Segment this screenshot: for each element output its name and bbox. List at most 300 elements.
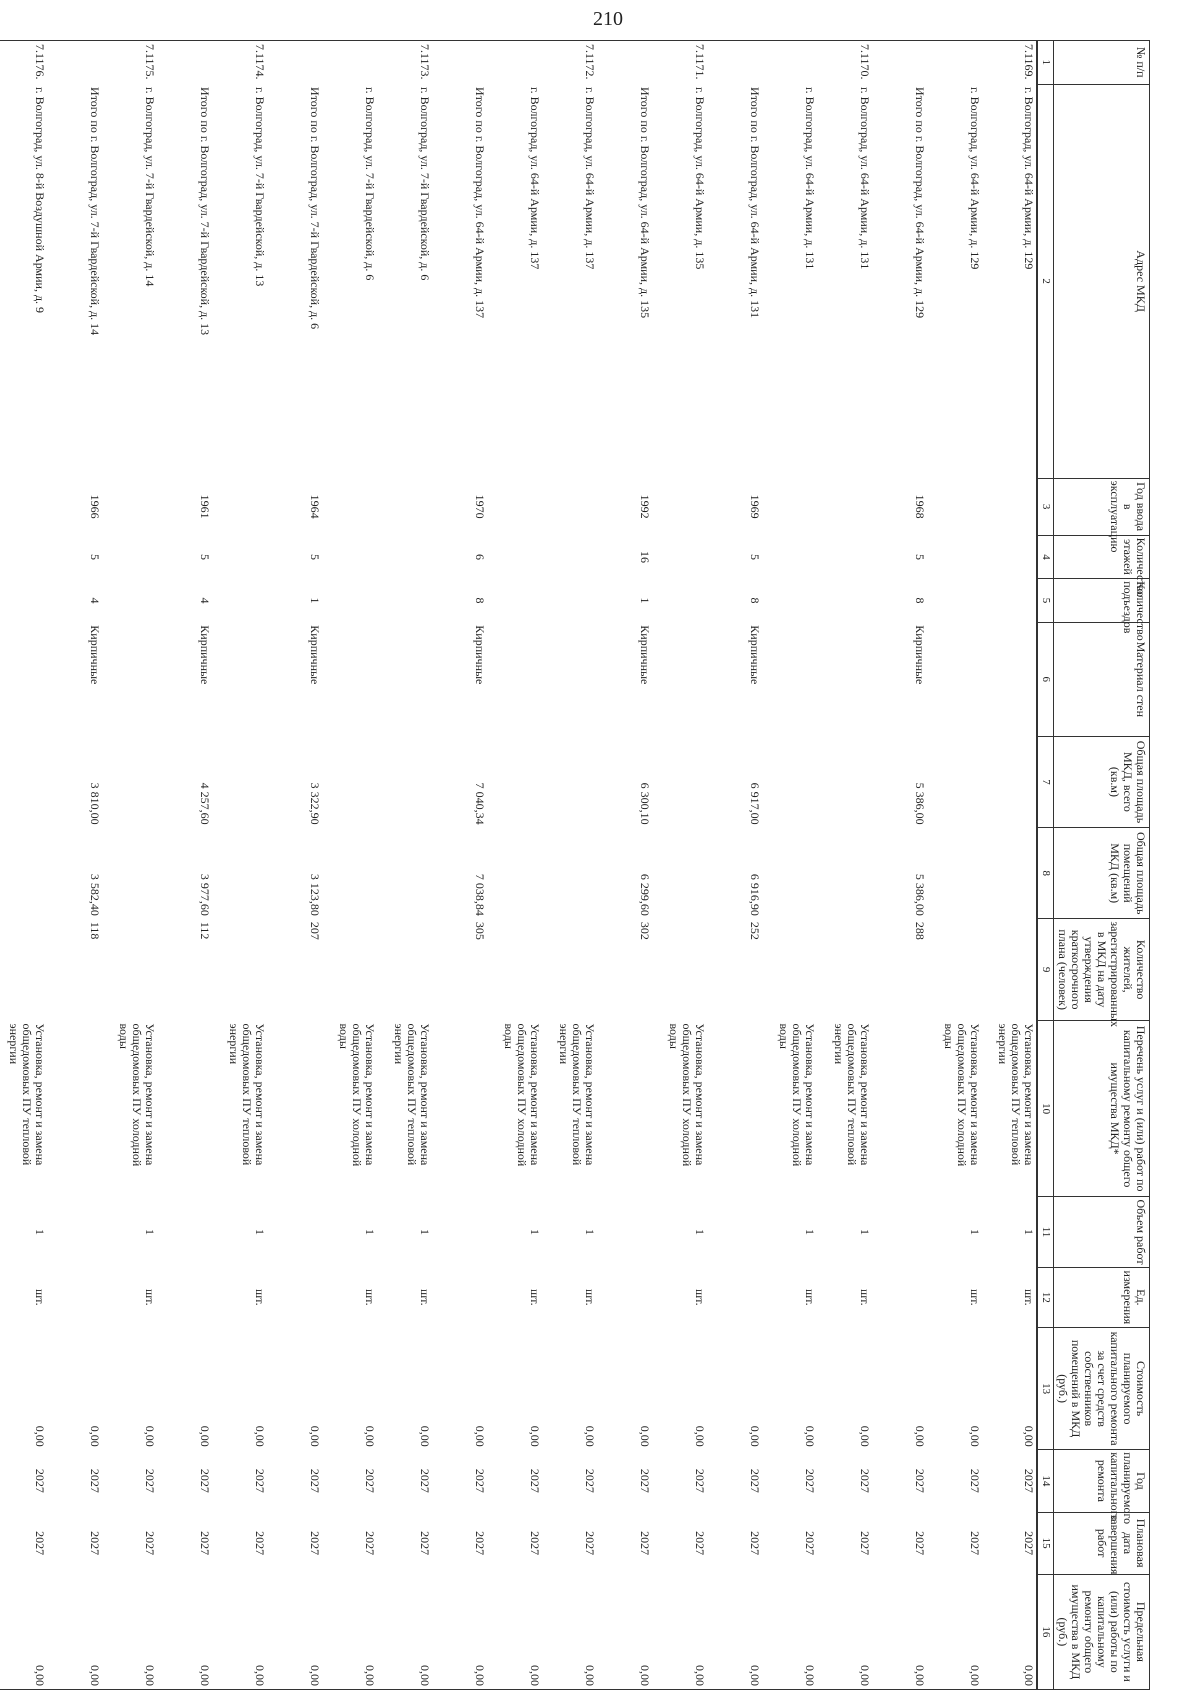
table-cell: [982, 919, 1037, 1021]
table-cell: [542, 622, 597, 736]
table-cell: 1968: [913, 494, 927, 519]
table-cell: 2027: [968, 1531, 982, 1556]
table-cell: 302: [638, 921, 652, 940]
column-number: 1: [1037, 41, 1054, 85]
table-cell: 2027: [858, 1531, 872, 1556]
table-cell: [817, 579, 872, 623]
table-cell: [267, 1020, 322, 1196]
table-cell: 2027: [308, 1468, 322, 1493]
header-cell: Адрес МКД: [1054, 84, 1150, 478]
table-cell: [322, 41, 377, 85]
table-cell: 0,00: [322, 1574, 377, 1689]
table-cell: 2027: [198, 1468, 212, 1493]
table-cell: 0,00: [363, 1425, 377, 1447]
table-cell: [927, 919, 982, 1021]
table-cell: [487, 736, 542, 827]
table-cell: 7.1173.: [377, 41, 432, 85]
table-cell: 2027: [418, 1468, 432, 1493]
table-cell: Установка, ремонт и замена общедомовых ПУ тепловой энергии: [982, 1020, 1037, 1196]
table-cell: [707, 41, 762, 85]
table-cell: 1: [528, 1229, 542, 1236]
table-cell: Установка, ремонт и замена общедомовых ПУ холодной воды: [337, 1023, 377, 1167]
column-number: 4: [1037, 535, 1054, 579]
table-cell: 305: [473, 921, 487, 940]
table-row: [597, 41, 652, 1690]
table-cell: [542, 736, 597, 827]
table-cell: Кирпичные: [198, 625, 212, 685]
table-cell: [212, 919, 267, 1021]
table-cell: Установка, ремонт и замена общедомовых ПУ холодной воды: [777, 1023, 817, 1167]
table-cell: Установка, ремонт и замена общедомовых ПУ тепловой энергии: [7, 1023, 47, 1166]
table-row: [432, 41, 487, 1690]
table-cell: 2027: [33, 1468, 47, 1493]
table-cell: 5 386,00: [913, 873, 927, 916]
column-number: 6: [1037, 622, 1054, 736]
table-cell: [982, 535, 1037, 579]
table-cell: [762, 478, 817, 535]
table-cell: [0, 535, 47, 579]
table-cell: [487, 478, 542, 535]
table-cell: [542, 579, 597, 623]
table-cell: г. Волгоград, ул. 7-й Гвардейской, д. 14: [143, 87, 157, 287]
table-cell: шт.: [968, 1289, 982, 1306]
table-cell: г. Волгоград, ул. 64-й Армии, д. 131: [858, 87, 872, 270]
table-cell: [487, 828, 542, 919]
table-cell: Установка, ремонт и замена общедомовых ПУ холодной воды: [942, 1023, 982, 1167]
table-cell: г. Волгоград, ул. 8-й Воздушной Армии, д. 9: [33, 87, 47, 314]
table-cell: 2027: [363, 1468, 377, 1493]
table-body: [0, 41, 1037, 1690]
table-cell: [432, 41, 487, 85]
table-cell: [0, 919, 47, 1021]
table-cell: 6 299,60: [638, 873, 652, 916]
table-cell: [762, 535, 817, 579]
table-cell: 7 038,84: [473, 873, 487, 916]
table-cell: [377, 478, 432, 535]
table-cell: [47, 41, 102, 85]
table-cell: 0,00: [253, 1425, 267, 1447]
table-cell: [817, 736, 872, 827]
table-cell: [102, 535, 157, 579]
table-cell: 2027: [198, 1531, 212, 1556]
column-number: 14: [1037, 1450, 1054, 1512]
table-cell: Кирпичные: [913, 625, 927, 685]
table-cell: шт.: [143, 1289, 157, 1306]
table-row: [542, 41, 597, 1690]
table-cell: [322, 736, 377, 827]
table-cell: Кирпичные: [88, 625, 102, 685]
table-cell: [707, 1267, 762, 1327]
table-cell: [762, 828, 817, 919]
table-cell: 1: [583, 1229, 597, 1236]
table-cell: [542, 478, 597, 535]
table-cell: 207: [308, 921, 322, 940]
rotated-table-container: [7, 40, 1150, 1690]
table-row: [762, 41, 817, 1690]
table-cell: 0,00: [872, 1574, 927, 1689]
table-cell: 112: [198, 921, 212, 940]
table-cell: г. Волгоград, ул. 7-й Гвардейской, д. 6: [418, 87, 432, 281]
header-cell: Стоимость планируемого капитального ремонта за счет средств собственников помещений в МКД (руб.): [1054, 1327, 1150, 1449]
table-cell: 0,00: [707, 1574, 762, 1689]
table-cell: Установка, ремонт и замена общедомовых ПУ холодной воды: [667, 1023, 707, 1167]
table-cell: 0,00: [267, 1574, 322, 1689]
table-cell: шт.: [803, 1289, 817, 1306]
table-cell: 0,00: [803, 1425, 817, 1447]
table-cell: [927, 478, 982, 535]
table-cell: 0,00: [817, 1574, 872, 1689]
table-cell: 3 977,60: [198, 873, 212, 916]
table-cell: [597, 1267, 652, 1327]
table-cell: Итого по г. Волгоград, ул. 7-й Гвардейской, д. 13: [198, 87, 212, 336]
table-row: [872, 41, 927, 1690]
table-cell: [212, 828, 267, 919]
table-cell: Установка, ремонт и замена общедомовых ПУ тепловой энергии: [832, 1023, 872, 1166]
table-cell: [322, 478, 377, 535]
table-cell: 0,00: [377, 1574, 432, 1689]
column-number: 16: [1037, 1574, 1054, 1689]
table-cell: [212, 622, 267, 736]
table-cell: [267, 1267, 322, 1327]
table-cell: [982, 478, 1037, 535]
table-cell: 118: [88, 921, 102, 940]
table-cell: 1: [253, 1229, 267, 1236]
table-cell: Итого по г. Волгоград, ул. 64-й Армии, д. 131: [748, 87, 762, 319]
table-cell: 0,00: [528, 1425, 542, 1447]
table-cell: 2027: [253, 1531, 267, 1556]
table-cell: [212, 579, 267, 623]
table-cell: 5: [913, 553, 927, 560]
table-cell: 1970: [473, 494, 487, 519]
table-cell: Итого по г. Волгоград, ул. 64-й Армии, д. 129: [913, 87, 927, 319]
table-cell: 2027: [473, 1468, 487, 1493]
table-row: [157, 41, 212, 1690]
table-cell: 2027: [982, 1512, 1037, 1574]
table-cell: 1: [33, 1229, 47, 1236]
table-cell: 2027: [913, 1468, 927, 1493]
table-cell: 0,00: [913, 1425, 927, 1447]
table-cell: [102, 736, 157, 827]
table-cell: шт.: [528, 1289, 542, 1306]
table-cell: 2027: [748, 1531, 762, 1556]
header-cell: Объем работ: [1054, 1197, 1150, 1268]
table-cell: Итого по г. Волгоград, ул. 64-й Армии, д. 135: [638, 87, 652, 319]
header-cell: Количество этажей: [1054, 535, 1150, 579]
column-number: 11: [1037, 1197, 1054, 1268]
table-cell: шт.: [693, 1289, 707, 1306]
table-cell: [542, 535, 597, 579]
table-cell: шт.: [363, 1289, 377, 1306]
header-cell: Ед. измерения: [1054, 1267, 1150, 1327]
table-cell: 2027: [583, 1468, 597, 1493]
table-cell: 1: [858, 1229, 872, 1236]
table-cell: 3 322,90: [308, 782, 322, 825]
table-cell: [762, 919, 817, 1021]
table-cell: [0, 622, 47, 736]
table-cell: [377, 622, 432, 736]
table-cell: [652, 579, 707, 623]
table-cell: 2027: [583, 1531, 597, 1556]
table-cell: [487, 622, 542, 736]
table-cell: [212, 478, 267, 535]
table-cell: 2027: [88, 1468, 102, 1493]
header-cell: Общая площадь помещений МКД (кв.м): [1054, 828, 1150, 919]
table-cell: 2027: [363, 1531, 377, 1556]
table-cell: шт.: [982, 1267, 1037, 1327]
table-cell: 2027: [638, 1531, 652, 1556]
table-cell: 1: [982, 1197, 1037, 1268]
table-cell: 16: [638, 550, 652, 563]
table-cell: 2027: [693, 1531, 707, 1556]
table-cell: 0,00: [968, 1425, 982, 1447]
table-cell: г. Волгоград, ул. 64-й Армии, д. 137: [528, 87, 542, 270]
table-cell: 2027: [528, 1531, 542, 1556]
table-cell: [322, 919, 377, 1021]
table-cell: 0,00: [927, 1574, 982, 1689]
table-cell: 0,00: [102, 1574, 157, 1689]
table-cell: г. Волгоград, ул. 64-й Армии, д. 137: [583, 87, 597, 270]
table-cell: [487, 535, 542, 579]
table-row: [212, 41, 267, 1690]
table-cell: [377, 736, 432, 827]
column-number: 12: [1037, 1267, 1054, 1327]
table-cell: 0,00: [198, 1425, 212, 1447]
table-cell: [597, 1020, 652, 1196]
table-cell: [817, 535, 872, 579]
table-cell: [487, 919, 542, 1021]
table-cell: 5: [748, 553, 762, 560]
table-cell: [157, 1020, 212, 1196]
table-cell: [0, 828, 47, 919]
table-cell: [652, 622, 707, 736]
table-cell: [157, 41, 212, 85]
table-cell: шт.: [583, 1289, 597, 1306]
table-cell: [652, 828, 707, 919]
table-cell: [377, 579, 432, 623]
table-cell: 5: [88, 553, 102, 560]
table-cell: [927, 828, 982, 919]
table-cell: 0,00: [748, 1425, 762, 1447]
table-cell: 2027: [253, 1468, 267, 1493]
table-cell: 0,00: [157, 1574, 212, 1689]
table-cell: 0,00: [212, 1574, 267, 1689]
table-cell: 6 916,90: [748, 873, 762, 916]
table-cell: [102, 579, 157, 623]
table-cell: 4: [198, 597, 212, 604]
header-cell: Количество подъездов: [1054, 579, 1150, 623]
table-cell: г. Волгоград, ул. 64-й Армии, д. 135: [693, 87, 707, 270]
column-number: 5: [1037, 579, 1054, 623]
table-cell: 1966: [88, 494, 102, 519]
table-cell: 2027: [308, 1531, 322, 1556]
table-row: [47, 41, 102, 1690]
table-cell: [982, 579, 1037, 623]
table-cell: Кирпичные: [473, 625, 487, 685]
table-cell: 6 917,00: [748, 782, 762, 825]
table-cell: [762, 579, 817, 623]
table-cell: [927, 535, 982, 579]
table-cell: Установка, ремонт и замена общедомовых ПУ тепловой энергии: [227, 1023, 267, 1166]
table-cell: [212, 535, 267, 579]
table-cell: 0,00: [487, 1574, 542, 1689]
table-cell: [597, 1197, 652, 1268]
table-cell: [762, 41, 817, 85]
table-cell: 0,00: [88, 1425, 102, 1447]
table-cell: 0,00: [432, 1574, 487, 1689]
table-cell: 2027: [143, 1531, 157, 1556]
table-cell: 1964: [308, 494, 322, 519]
table-cell: 2027: [693, 1468, 707, 1493]
table-cell: [872, 1020, 927, 1196]
table-cell: [817, 622, 872, 736]
table-cell: Установка, ремонт и замена общедомовых ПУ холодной воды: [117, 1023, 157, 1167]
header-cell: Предельная стоимость услуги и (или) работы по капитальному ремонту общего имущества в МКД (руб.): [1054, 1574, 1150, 1689]
table-cell: [432, 1197, 487, 1268]
column-number: 9: [1037, 919, 1054, 1021]
table-cell: 2027: [528, 1468, 542, 1493]
table-cell: шт.: [858, 1289, 872, 1306]
table-cell: 2027: [33, 1531, 47, 1556]
table-cell: 7 040,34: [473, 782, 487, 825]
table-cell: г. Волгоград, ул. 7-й Гвардейской, д. 13: [253, 87, 267, 287]
header-cell: Перечень услуг и (или) работ по капитальному ремонту общего имущества МКД*: [1054, 1020, 1150, 1196]
table-cell: 0,00: [762, 1574, 817, 1689]
header-cell: Материал стен: [1054, 622, 1150, 736]
table-cell: [102, 622, 157, 736]
table-cell: 2027: [803, 1468, 817, 1493]
table-cell: 8: [748, 597, 762, 604]
table-cell: [322, 828, 377, 919]
table-cell: [652, 478, 707, 535]
table-cell: г. Волгоград, ул. 64-й Армии, д. 131: [803, 87, 817, 270]
table-cell: [707, 1020, 762, 1196]
table-cell: 7.1174.: [212, 41, 267, 85]
table-cell: [432, 1020, 487, 1196]
page-number: 210: [593, 8, 623, 30]
table-cell: 0,00: [652, 1574, 707, 1689]
table-cell: Итого по г. Волгоград, ул. 7-й Гвардейской, д. 14: [88, 87, 102, 336]
table-cell: [927, 622, 982, 736]
header-cell: № п/п: [1054, 41, 1150, 85]
table-row: [377, 41, 432, 1690]
table-cell: [542, 919, 597, 1021]
column-number: 8: [1037, 828, 1054, 919]
table-cell: 0,00: [858, 1425, 872, 1447]
table-cell: 5 386,00: [913, 782, 927, 825]
table-cell: 1992: [638, 494, 652, 519]
table-cell: [982, 736, 1037, 827]
table-cell: г. Волгоград, ул. 64-й Армии, д. 129: [982, 84, 1037, 478]
table-cell: [157, 1267, 212, 1327]
table-cell: [762, 622, 817, 736]
table-cell: [267, 1197, 322, 1268]
column-number-row: [1037, 41, 1054, 1690]
table-cell: 8: [473, 597, 487, 604]
table-cell: 3 810,00: [88, 782, 102, 825]
table-cell: 7.1170.: [817, 41, 872, 85]
table-cell: Итого по г. Волгоград, ул. 7-й Гвардейской, д. 6: [308, 87, 322, 330]
table-cell: Установка, ремонт и замена общедомовых ПУ холодной воды: [502, 1023, 542, 1167]
table-row: [487, 41, 542, 1690]
table-cell: 1: [803, 1229, 817, 1236]
table-cell: Установка, ремонт и замена общедомовых ПУ тепловой энергии: [392, 1023, 432, 1166]
table-cell: шт.: [418, 1289, 432, 1306]
table-cell: 2027: [143, 1468, 157, 1493]
table-cell: [982, 828, 1037, 919]
table-cell: 0,00: [47, 1574, 102, 1689]
table-cell: [707, 1197, 762, 1268]
table-cell: [487, 41, 542, 85]
table-cell: [652, 535, 707, 579]
table-cell: 2027: [638, 1468, 652, 1493]
table-cell: 7.1175.: [102, 41, 157, 85]
table-cell: [267, 41, 322, 85]
table-row: [707, 41, 762, 1690]
table-cell: 7.1176.: [0, 41, 47, 85]
table-cell: 3 123,80: [308, 873, 322, 916]
table-cell: г. Волгоград, ул. 7-й Гвардейской, д. 6: [363, 87, 377, 281]
table-cell: [927, 41, 982, 85]
table-cell: 0,00: [143, 1425, 157, 1447]
table-cell: [817, 478, 872, 535]
table-cell: Установка, ремонт и замена общедомовых ПУ тепловой энергии: [557, 1023, 597, 1166]
table-cell: 3 582,40: [88, 873, 102, 916]
table-cell: 7.1169.: [982, 41, 1037, 85]
table-row: [322, 41, 377, 1690]
table-cell: 0,00: [583, 1425, 597, 1447]
table-cell: 0,00: [638, 1425, 652, 1447]
table-cell: 1: [638, 597, 652, 604]
column-number: 7: [1037, 736, 1054, 827]
header-cell: Количество жителей, зарегистрированных в МКД на дату утверждения краткосрочного плана (человек): [1054, 919, 1150, 1021]
table-cell: 288: [913, 921, 927, 940]
column-number: 10: [1037, 1020, 1054, 1196]
table-cell: 5: [308, 553, 322, 560]
table-cell: 0,00: [982, 1327, 1037, 1449]
table-cell: [102, 919, 157, 1021]
header-cell: Плановая дата завершения работ: [1054, 1512, 1150, 1574]
table-cell: 0,00: [418, 1425, 432, 1447]
table-cell: [872, 1267, 927, 1327]
table-cell: [377, 535, 432, 579]
table-cell: 2027: [803, 1531, 817, 1556]
table-cell: 0,00: [597, 1574, 652, 1689]
table-row: [652, 41, 707, 1690]
table-row: [102, 41, 157, 1690]
table-cell: 0,00: [693, 1425, 707, 1447]
table-cell: 7.1172.: [542, 41, 597, 85]
table-cell: 2027: [473, 1531, 487, 1556]
column-number: 13: [1037, 1327, 1054, 1449]
table-cell: [762, 736, 817, 827]
table-cell: 0,00: [308, 1425, 322, 1447]
table-cell: 2027: [418, 1531, 432, 1556]
capital-repair-table: [0, 40, 1150, 1690]
table-cell: [377, 919, 432, 1021]
column-number: 3: [1037, 478, 1054, 535]
table-cell: [0, 579, 47, 623]
table-cell: 5: [198, 553, 212, 560]
table-cell: 2027: [982, 1450, 1037, 1512]
table-row: [927, 41, 982, 1690]
table-cell: [487, 579, 542, 623]
table-cell: [817, 828, 872, 919]
table-cell: 1: [143, 1229, 157, 1236]
table-cell: 2027: [748, 1468, 762, 1493]
table-cell: [157, 1197, 212, 1268]
table-cell: шт.: [33, 1289, 47, 1306]
table-cell: [872, 1197, 927, 1268]
